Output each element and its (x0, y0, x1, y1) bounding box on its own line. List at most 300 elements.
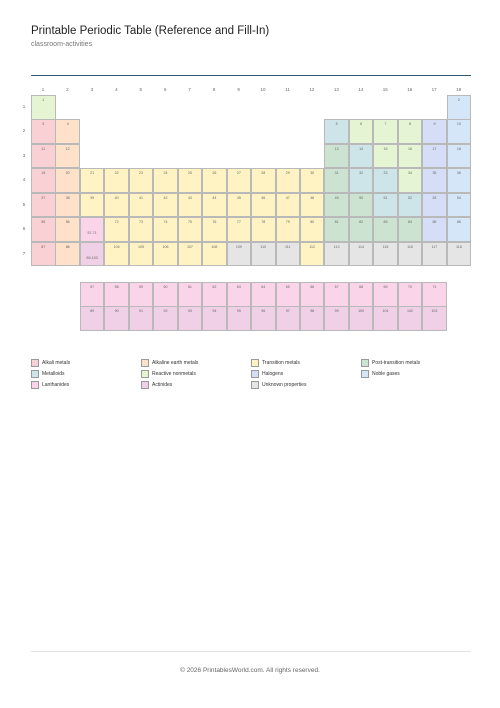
element-cell (129, 168, 154, 193)
element-cell (202, 282, 227, 307)
atomic-number: 35 (432, 171, 437, 176)
legend-swatch (251, 381, 259, 389)
element-cell (31, 193, 56, 218)
atomic-number: 91 (139, 309, 144, 314)
atomic-number: 49 (334, 195, 339, 200)
atomic-number: 33 (383, 171, 388, 176)
legend-swatch (31, 381, 39, 389)
atomic-number: 105 (138, 244, 145, 249)
atomic-number: 85 (432, 220, 437, 225)
element-cell (324, 306, 349, 331)
atomic-number: 69 (383, 285, 388, 289)
atomic-number: 17 (432, 146, 437, 151)
atomic-number: 103 (431, 309, 438, 314)
atomic-number: 23 (139, 171, 144, 176)
atomic-number: 117 (431, 244, 438, 249)
atomic-number: 22 (114, 171, 119, 176)
element-cell (447, 193, 472, 218)
element-cell (178, 282, 203, 307)
atomic-number: 44 (212, 195, 217, 200)
element-cell (251, 168, 276, 193)
atomic-number: 68 (359, 285, 364, 289)
atomic-number: 37 (41, 195, 46, 200)
element-cell (324, 242, 349, 267)
period-number: 2 (22, 128, 26, 134)
element-cell (153, 242, 178, 267)
atomic-number: 46 (261, 195, 266, 200)
period-number: 4 (22, 177, 26, 183)
atomic-number: 19 (41, 171, 46, 176)
atomic-number: 65 (285, 285, 290, 289)
atomic-number: 16 (408, 146, 412, 151)
legend-label: Noble gases (372, 371, 400, 377)
atomic-number: 94 (212, 309, 217, 314)
element-cell (31, 217, 56, 242)
element-cell (55, 168, 80, 193)
element-cell (129, 242, 154, 267)
legend-label: Unknown properties (262, 382, 307, 388)
element-cell (300, 282, 325, 307)
element-cell (324, 282, 349, 307)
element-cell (227, 193, 252, 218)
atomic-number: 13 (334, 146, 339, 151)
period-number: 1 (22, 104, 26, 109)
element-cell (447, 217, 472, 242)
atomic-number: 50 (359, 195, 364, 200)
atomic-number: 43 (187, 195, 192, 200)
element-cell (398, 306, 423, 331)
element-cell (300, 168, 325, 193)
element-cell (202, 193, 227, 218)
element-cell (227, 306, 252, 331)
legend-swatch (141, 370, 149, 378)
element-cell (324, 193, 349, 218)
element-cell (373, 119, 398, 144)
atomic-number: 67 (334, 285, 339, 289)
legend-item (141, 381, 172, 391)
element-cell (276, 193, 301, 218)
element-cell (300, 217, 325, 242)
atomic-number: 75 (187, 220, 192, 225)
atomic-number: 73 (139, 220, 144, 225)
atomic-number: 95 (236, 309, 241, 314)
atomic-number: 87 (41, 244, 46, 249)
element-cell (398, 193, 423, 218)
legend-label: Lanthanides (42, 382, 70, 388)
group-number: 6 (163, 87, 167, 92)
element-cell (153, 168, 178, 193)
atomic-number: 2 (457, 98, 460, 102)
legend (31, 359, 471, 395)
atomic-number: 11 (41, 146, 46, 151)
atomic-number: 10 (456, 122, 461, 127)
element-cell (422, 144, 447, 169)
element-cell (373, 193, 398, 218)
element-cell (80, 193, 105, 218)
legend-label: Actinides (152, 382, 173, 388)
element-cell (300, 306, 325, 331)
element-cell (129, 282, 154, 307)
atomic-number: 111 (285, 244, 291, 249)
element-cell (202, 242, 227, 267)
atomic-number: 71 (432, 285, 437, 289)
atomic-number: 100 (358, 309, 365, 314)
legend-item (31, 381, 69, 391)
element-cell (104, 282, 129, 307)
element-cell (227, 242, 252, 267)
atomic-number: 58 (114, 285, 119, 289)
legend-label: Alkaline earth metals (152, 360, 199, 366)
series-range-label: 89-103 (86, 255, 98, 260)
series-range-label: 57-71 (87, 231, 97, 236)
element-cell (153, 193, 178, 218)
atomic-number: 115 (382, 244, 389, 249)
placeholder-cell (80, 217, 105, 242)
atomic-number: 59 (139, 285, 144, 289)
atomic-number: 8 (409, 122, 411, 127)
element-cell (31, 95, 56, 120)
element-cell (324, 119, 349, 144)
atomic-number: 18 (456, 146, 461, 151)
atomic-number: 12 (65, 146, 70, 151)
atomic-number: 47 (285, 195, 290, 200)
group-number: 11 (285, 87, 290, 92)
element-cell (422, 119, 447, 144)
atomic-number: 31 (334, 171, 339, 176)
atomic-number: 113 (333, 244, 340, 249)
element-cell (373, 168, 398, 193)
atomic-number: 81 (334, 220, 339, 225)
group-number: 10 (260, 87, 266, 92)
element-cell (447, 95, 472, 120)
atomic-number: 29 (285, 171, 290, 176)
atomic-number: 14 (359, 146, 364, 151)
legend-item (361, 359, 420, 369)
atomic-number: 70 (408, 285, 412, 289)
atomic-number: 104 (113, 244, 120, 249)
atomic-number: 41 (139, 195, 144, 200)
atomic-number: 56 (65, 220, 70, 225)
group-number: 18 (456, 87, 462, 92)
atomic-number: 38 (65, 195, 70, 200)
group-number: 4 (115, 87, 118, 92)
atomic-number: 82 (359, 220, 364, 225)
element-cell (31, 242, 56, 267)
period-number: 7 (22, 250, 26, 256)
element-cell (349, 306, 374, 331)
atomic-number: 114 (358, 244, 364, 249)
element-cell (276, 282, 301, 307)
element-cell (104, 306, 129, 331)
element-cell (422, 242, 447, 267)
atomic-number: 30 (310, 171, 315, 176)
period-number: 6 (22, 226, 26, 232)
atomic-number: 112 (309, 244, 316, 249)
placeholder-cell (80, 242, 105, 267)
element-cell (55, 193, 80, 218)
element-cell (373, 306, 398, 331)
period-number: 5 (22, 201, 26, 207)
element-cell (349, 242, 374, 267)
element-cell (324, 168, 349, 193)
element-cell (104, 242, 129, 267)
element-cell (55, 144, 80, 169)
atomic-number: 32 (359, 171, 364, 176)
element-cell (31, 144, 56, 169)
element-cell (276, 168, 301, 193)
atomic-number: 102 (407, 309, 413, 314)
atomic-number: 61 (187, 285, 192, 289)
atomic-number: 42 (163, 195, 168, 200)
element-cell (227, 282, 252, 307)
atomic-number: 101 (382, 309, 389, 314)
atomic-number: 54 (456, 195, 461, 200)
atomic-number: 27 (236, 171, 241, 176)
element-cell (202, 168, 227, 193)
atomic-number: 45 (236, 195, 241, 200)
element-cell (178, 193, 203, 218)
legend-label: Metalloids (42, 371, 65, 377)
atomic-number: 108 (211, 244, 218, 249)
element-cell (349, 282, 374, 307)
atomic-number: 109 (235, 244, 242, 249)
element-cell (447, 242, 472, 267)
atomic-number: 96 (261, 309, 266, 314)
element-cell (178, 306, 203, 331)
element-cell (398, 144, 423, 169)
element-cell (349, 217, 374, 242)
atomic-number: 7 (384, 122, 387, 127)
footer-rule (31, 651, 471, 652)
atomic-number: 55 (41, 220, 46, 225)
legend-item (251, 381, 306, 391)
element-cell (422, 282, 447, 307)
page-title: Printable Periodic Table (Reference and Fill-In) (31, 25, 270, 37)
element-cell (422, 193, 447, 218)
legend-swatch (31, 359, 39, 367)
group-number: 8 (212, 87, 216, 92)
atomic-number: 83 (383, 220, 388, 225)
element-cell (80, 168, 105, 193)
atomic-number: 89 (90, 309, 95, 314)
atomic-number: 36 (456, 171, 461, 176)
atomic-number: 4 (66, 122, 69, 127)
element-cell (251, 242, 276, 267)
atomic-number: 90 (114, 309, 119, 314)
atomic-number: 3 (42, 122, 45, 127)
element-cell (104, 168, 129, 193)
atomic-number: 93 (187, 309, 192, 314)
group-number: 2 (66, 87, 69, 92)
legend-swatch (361, 359, 369, 367)
atomic-number: 74 (163, 220, 168, 225)
atomic-number: 60 (163, 285, 168, 289)
atomic-number: 39 (90, 195, 95, 200)
element-cell (251, 193, 276, 218)
element-cell (349, 193, 374, 218)
legend-item (31, 359, 70, 369)
group-number: 3 (90, 87, 94, 92)
atomic-number: 88 (65, 244, 70, 249)
element-cell (80, 306, 105, 331)
legend-label: Reactive nonmetals (152, 371, 196, 377)
element-cell (104, 217, 129, 242)
atomic-number: 21 (90, 171, 95, 176)
element-cell (398, 282, 423, 307)
group-number: 17 (431, 87, 437, 92)
atomic-number: 28 (261, 171, 266, 176)
legend-swatch (251, 370, 259, 378)
element-cell (398, 217, 423, 242)
element-cell (276, 306, 301, 331)
element-cell (447, 144, 472, 169)
period-number: 3 (22, 152, 26, 158)
atomic-number: 26 (212, 171, 217, 176)
atomic-number: 63 (236, 285, 241, 289)
element-cell (55, 242, 80, 267)
atomic-number: 78 (261, 220, 266, 225)
atomic-number: 5 (335, 122, 338, 127)
legend-swatch (31, 370, 39, 378)
legend-item (141, 359, 198, 369)
periodic-table (0, 0, 500, 330)
element-cell (55, 119, 80, 144)
element-cell (251, 217, 276, 242)
atomic-number: 9 (433, 122, 436, 127)
page-subtitle: classroom-activities (31, 41, 93, 48)
atomic-number: 118 (456, 244, 462, 249)
element-cell (373, 144, 398, 169)
element-cell (31, 168, 56, 193)
element-cell (324, 144, 349, 169)
element-cell (129, 306, 154, 331)
atomic-number: 34 (408, 171, 412, 176)
legend-swatch (141, 359, 149, 367)
element-cell (178, 217, 203, 242)
group-number: 15 (382, 87, 388, 92)
element-cell (251, 306, 276, 331)
element-cell (153, 306, 178, 331)
element-cell (349, 119, 374, 144)
group-number: 14 (358, 87, 364, 92)
element-cell (129, 217, 154, 242)
element-cell (227, 217, 252, 242)
group-number: 1 (41, 87, 45, 92)
atomic-number: 106 (162, 244, 169, 249)
legend-item (251, 370, 283, 380)
legend-swatch (251, 359, 259, 367)
atomic-number: 25 (187, 171, 192, 176)
atomic-number: 86 (456, 220, 461, 225)
element-cell (153, 282, 178, 307)
element-cell (398, 242, 423, 267)
group-number: 12 (309, 87, 315, 92)
atomic-number: 77 (236, 220, 241, 225)
element-cell (178, 242, 203, 267)
element-cell (276, 217, 301, 242)
element-cell (202, 217, 227, 242)
atomic-number: 99 (334, 309, 339, 314)
atomic-number: 51 (383, 195, 388, 200)
atomic-number: 66 (310, 285, 315, 289)
atomic-number: 62 (212, 285, 217, 289)
atomic-number: 84 (408, 220, 412, 225)
group-number: 9 (237, 87, 240, 92)
element-cell (251, 282, 276, 307)
element-cell (104, 193, 129, 218)
element-cell (447, 119, 472, 144)
atomic-number: 53 (432, 195, 437, 200)
legend-item (31, 370, 65, 380)
group-number: 13 (333, 87, 339, 92)
element-cell (373, 217, 398, 242)
atomic-number: 15 (383, 146, 388, 151)
element-cell (398, 168, 423, 193)
legend-label: Post-transition metals (372, 360, 421, 366)
atomic-number: 1 (42, 98, 45, 102)
element-cell (129, 193, 154, 218)
footer-copyright: © 2026 PrintablesWorld.com. All rights reserved. (180, 667, 320, 674)
group-number: 7 (188, 87, 191, 92)
legend-label: Alkali metals (42, 360, 71, 366)
group-number: 16 (407, 87, 413, 92)
element-cell (300, 242, 325, 267)
legend-item (141, 370, 196, 380)
atomic-number: 92 (163, 309, 168, 314)
group-number: 5 (139, 87, 143, 92)
atomic-number: 20 (65, 171, 70, 176)
legend-swatch (141, 381, 149, 389)
element-cell (202, 306, 227, 331)
atomic-number: 79 (285, 220, 290, 225)
atomic-number: 107 (186, 244, 193, 249)
atomic-number: 72 (114, 220, 119, 225)
atomic-number: 76 (212, 220, 217, 225)
element-cell (373, 282, 398, 307)
legend-item (251, 359, 300, 369)
atomic-number: 97 (285, 309, 290, 314)
element-cell (422, 168, 447, 193)
atomic-number: 40 (114, 195, 119, 200)
atomic-number: 24 (163, 171, 168, 176)
legend-item (361, 370, 400, 380)
element-cell (349, 144, 374, 169)
element-cell (300, 193, 325, 218)
atomic-number: 57 (90, 285, 95, 289)
element-cell (227, 168, 252, 193)
legend-swatch (361, 370, 369, 378)
element-cell (349, 168, 374, 193)
element-cell (373, 242, 398, 267)
atomic-number: 80 (310, 220, 315, 225)
element-cell (80, 282, 105, 307)
element-cell (398, 119, 423, 144)
element-cell (422, 306, 447, 331)
atomic-number: 48 (310, 195, 315, 200)
element-cell (55, 217, 80, 242)
element-cell (178, 168, 203, 193)
element-cell (324, 217, 349, 242)
legend-label: Halogens (262, 371, 284, 377)
element-cell (31, 119, 56, 144)
atomic-number: 52 (408, 195, 412, 200)
element-cell (276, 242, 301, 267)
legend-label: Transition metals (262, 360, 300, 366)
atomic-number: 116 (407, 244, 413, 249)
element-cell (153, 217, 178, 242)
atomic-number: 6 (360, 122, 363, 127)
atomic-number: 110 (260, 244, 267, 249)
